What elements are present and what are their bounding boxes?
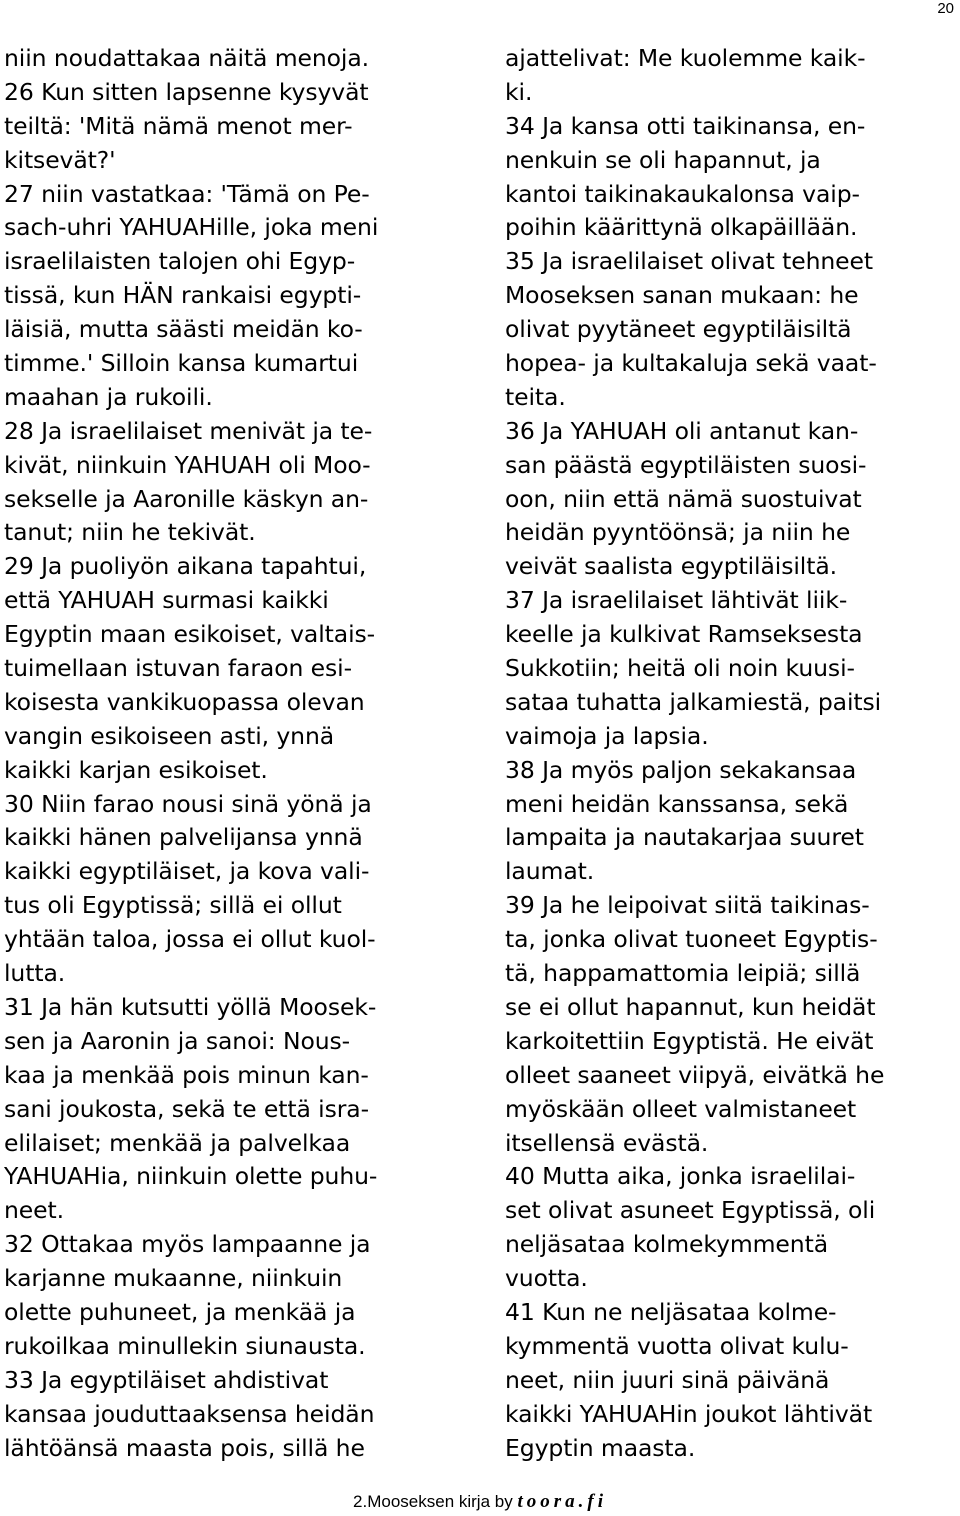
right-column-line: vuotta. bbox=[505, 1264, 588, 1293]
right-column-line: 34 Ja kansa otti taikinansa, en- bbox=[505, 111, 866, 140]
right-column-line: kaikki YAHUAHin joukot lähtivät bbox=[505, 1399, 873, 1428]
right-column-line: neljäsataa kolmekymmentä bbox=[505, 1230, 828, 1259]
left-column-line: tissä, kun HÄN rankaisi egypti- bbox=[4, 281, 362, 310]
page-number: 20 bbox=[937, 0, 954, 17]
left-column-line: 26 Kun sitten lapsenne kysyvät bbox=[4, 77, 369, 106]
left-column-line: että YAHUAH surmasi kaikki bbox=[4, 586, 329, 615]
left-column-line: tuimellaan istuvan faraon esi- bbox=[4, 654, 352, 683]
left-column-line: lähtöänsä maasta pois, sillä he bbox=[4, 1433, 365, 1462]
right-column-line: 37 Ja israelilaiset lähtivät liik- bbox=[505, 586, 848, 615]
left-column-line: kaikki egyptiläiset, ja kova vali- bbox=[4, 857, 370, 886]
left-column-line: 27 niin vastatkaa: 'Tämä on Pe- bbox=[4, 179, 370, 208]
left-column-line: 29 Ja puoliyön aikana tapahtui, bbox=[4, 552, 367, 581]
left-column-line: 31 Ja hän kutsutti yöllä Moosek- bbox=[4, 992, 377, 1021]
right-column-line: poihin käärittynä olkapäillään. bbox=[505, 213, 858, 242]
right-text-column bbox=[505, 42, 957, 1465]
right-column-line: laumat. bbox=[505, 857, 595, 886]
left-column-line: tanut; niin he tekivät. bbox=[4, 518, 256, 547]
right-column-line: 35 Ja israelilaiset olivat tehneet bbox=[505, 247, 873, 276]
left-column-line: olette puhuneet, ja menkää ja bbox=[4, 1297, 356, 1326]
left-column-line: 28 Ja israelilaiset menivät ja te- bbox=[4, 416, 373, 445]
left-column-line: sach-uhri YAHUAHille, joka meni bbox=[4, 213, 379, 242]
right-column-line: tä, happamattomia leipiä; sillä bbox=[505, 959, 861, 988]
footer-brand-link[interactable]: toora.fi bbox=[517, 1491, 607, 1512]
left-column-line: tus oli Egyptissä; sillä ei ollut bbox=[4, 891, 342, 920]
left-column-line: neet. bbox=[4, 1196, 64, 1225]
left-column-line: kaikki hänen palvelijansa ynnä bbox=[4, 823, 363, 852]
left-column-line: timme.' Silloin kansa kumartui bbox=[4, 349, 359, 378]
left-column-line: elilaiset; menkää ja palvelkaa bbox=[4, 1128, 351, 1157]
right-column-line: myöskään olleet valmistaneet bbox=[505, 1094, 857, 1123]
right-column-line: Mooseksen sanan mukaan: he bbox=[505, 281, 859, 310]
right-column-line: veivät saalista egyptiläisiltä. bbox=[505, 552, 838, 581]
left-column-line: sani joukosta, sekä te että isra- bbox=[4, 1094, 369, 1123]
right-column-line: san päästä egyptiläisten suosi- bbox=[505, 450, 867, 479]
left-column-line: sen ja Aaronin ja sanoi: Nous- bbox=[4, 1026, 351, 1055]
left-column-line: lutta. bbox=[4, 959, 66, 988]
left-column-line: teiltä: 'Mitä nämä menot mer- bbox=[4, 111, 353, 140]
page-footer bbox=[0, 1492, 960, 1512]
left-column-line: kaikki karjan esikoiset. bbox=[4, 755, 268, 784]
right-column-line: Sukkotiin; heitä oli noin kuusi- bbox=[505, 654, 855, 683]
right-column-line: keelle ja kulkivat Ramseksesta bbox=[505, 620, 863, 649]
right-column-line: ta, jonka olivat tuoneet Egyptis- bbox=[505, 925, 878, 954]
right-column-line: kantoi taikinakaukalonsa vaip- bbox=[505, 179, 860, 208]
right-column-line: neet, niin juuri sinä päivänä bbox=[505, 1365, 830, 1394]
left-column-line: karjanne mukaanne, niinkuin bbox=[4, 1264, 343, 1293]
right-column-line: 38 Ja myös paljon sekakansaa bbox=[505, 755, 857, 784]
left-column-line: yhtään taloa, jossa ei ollut kuol- bbox=[4, 925, 376, 954]
left-column-line: 30 Niin farao nousi sinä yönä ja bbox=[4, 789, 372, 818]
right-column-line: nenkuin se oli hapannut, ja bbox=[505, 145, 821, 174]
left-column-line: 32 Ottakaa myös lampaanne ja bbox=[4, 1230, 371, 1259]
left-column-line: vangin esikoiseen asti, ynnä bbox=[4, 721, 335, 750]
left-column-line: niin noudattakaa näitä menoja. bbox=[4, 44, 370, 72]
left-column-line: kitsevät?' bbox=[4, 145, 116, 174]
right-column-line: lampaita ja nautakarjaa suuret bbox=[505, 823, 864, 852]
right-column-line: olivat pyytäneet egyptiläisiltä bbox=[505, 315, 852, 344]
right-column-line: hopea- ja kultakaluja sekä vaat- bbox=[505, 349, 877, 378]
right-column-line: karkoitettiin Egyptistä. He eivät bbox=[505, 1026, 874, 1055]
left-column-line: kaa ja menkää pois minun kan- bbox=[4, 1060, 369, 1089]
right-column-line: 39 Ja he leipoivat siitä taikinas- bbox=[505, 891, 870, 920]
right-column-line: olleet saaneet viipyä, eivätkä he bbox=[505, 1060, 885, 1089]
left-column-line: israelilaisten talojen ohi Egyp- bbox=[4, 247, 356, 276]
left-column-line: 33 Ja egyptiläiset ahdistivat bbox=[4, 1365, 329, 1394]
right-column-line: ki. bbox=[505, 77, 533, 106]
left-column-line: koisesta vankikuopassa olevan bbox=[4, 687, 365, 716]
left-column-line: kansaa jouduttaaksensa heidän bbox=[4, 1399, 375, 1428]
right-column-line: itsellensä evästä. bbox=[505, 1128, 709, 1157]
right-column-line: vaimoja ja lapsia. bbox=[505, 721, 709, 750]
left-column-line: Egyptin maan esikoiset, valtais- bbox=[4, 620, 376, 649]
right-column-line: ajattelivat: Me kuolemme kaik- bbox=[505, 44, 866, 72]
right-column-line: 36 Ja YAHUAH oli antanut kan- bbox=[505, 416, 859, 445]
right-column-line: sataa tuhatta jalkamiestä, paitsi bbox=[505, 687, 882, 716]
right-column-line: 40 Mutta aika, jonka israelilai- bbox=[505, 1162, 856, 1191]
left-column-line: läisiä, mutta säästi meidän ko- bbox=[4, 315, 363, 344]
left-column-line: YAHUAHia, niinkuin olette puhu- bbox=[4, 1162, 378, 1191]
footer-book-title: 2.Mooseksen kirja by bbox=[353, 1492, 518, 1511]
left-column-line: kivät, niinkuin YAHUAH oli Moo- bbox=[4, 450, 371, 479]
right-column-line: meni heidän kanssansa, sekä bbox=[505, 789, 849, 818]
right-column-line: teita. bbox=[505, 382, 566, 411]
right-column-line: 41 Kun ne neljäsataa kolme- bbox=[505, 1297, 837, 1326]
right-column-line: se ei ollut hapannut, kun heidät bbox=[505, 992, 876, 1021]
right-column-line: oon, niin että nämä suostuivat bbox=[505, 484, 862, 513]
right-column-line: set olivat asuneet Egyptissä, oli bbox=[505, 1196, 876, 1225]
right-column-line: heidän pyyntöönsä; ja niin he bbox=[505, 518, 851, 547]
left-column-line: sekselle ja Aaronille käskyn an- bbox=[4, 484, 369, 513]
left-column-line: rukoilkaa minullekin siunausta. bbox=[4, 1331, 366, 1360]
right-column-line: kymmentä vuotta olivat kulu- bbox=[505, 1331, 849, 1360]
left-text-column bbox=[4, 42, 474, 1465]
right-column-line: Egyptin maasta. bbox=[505, 1433, 696, 1462]
left-column-line: maahan ja rukoili. bbox=[4, 382, 213, 411]
